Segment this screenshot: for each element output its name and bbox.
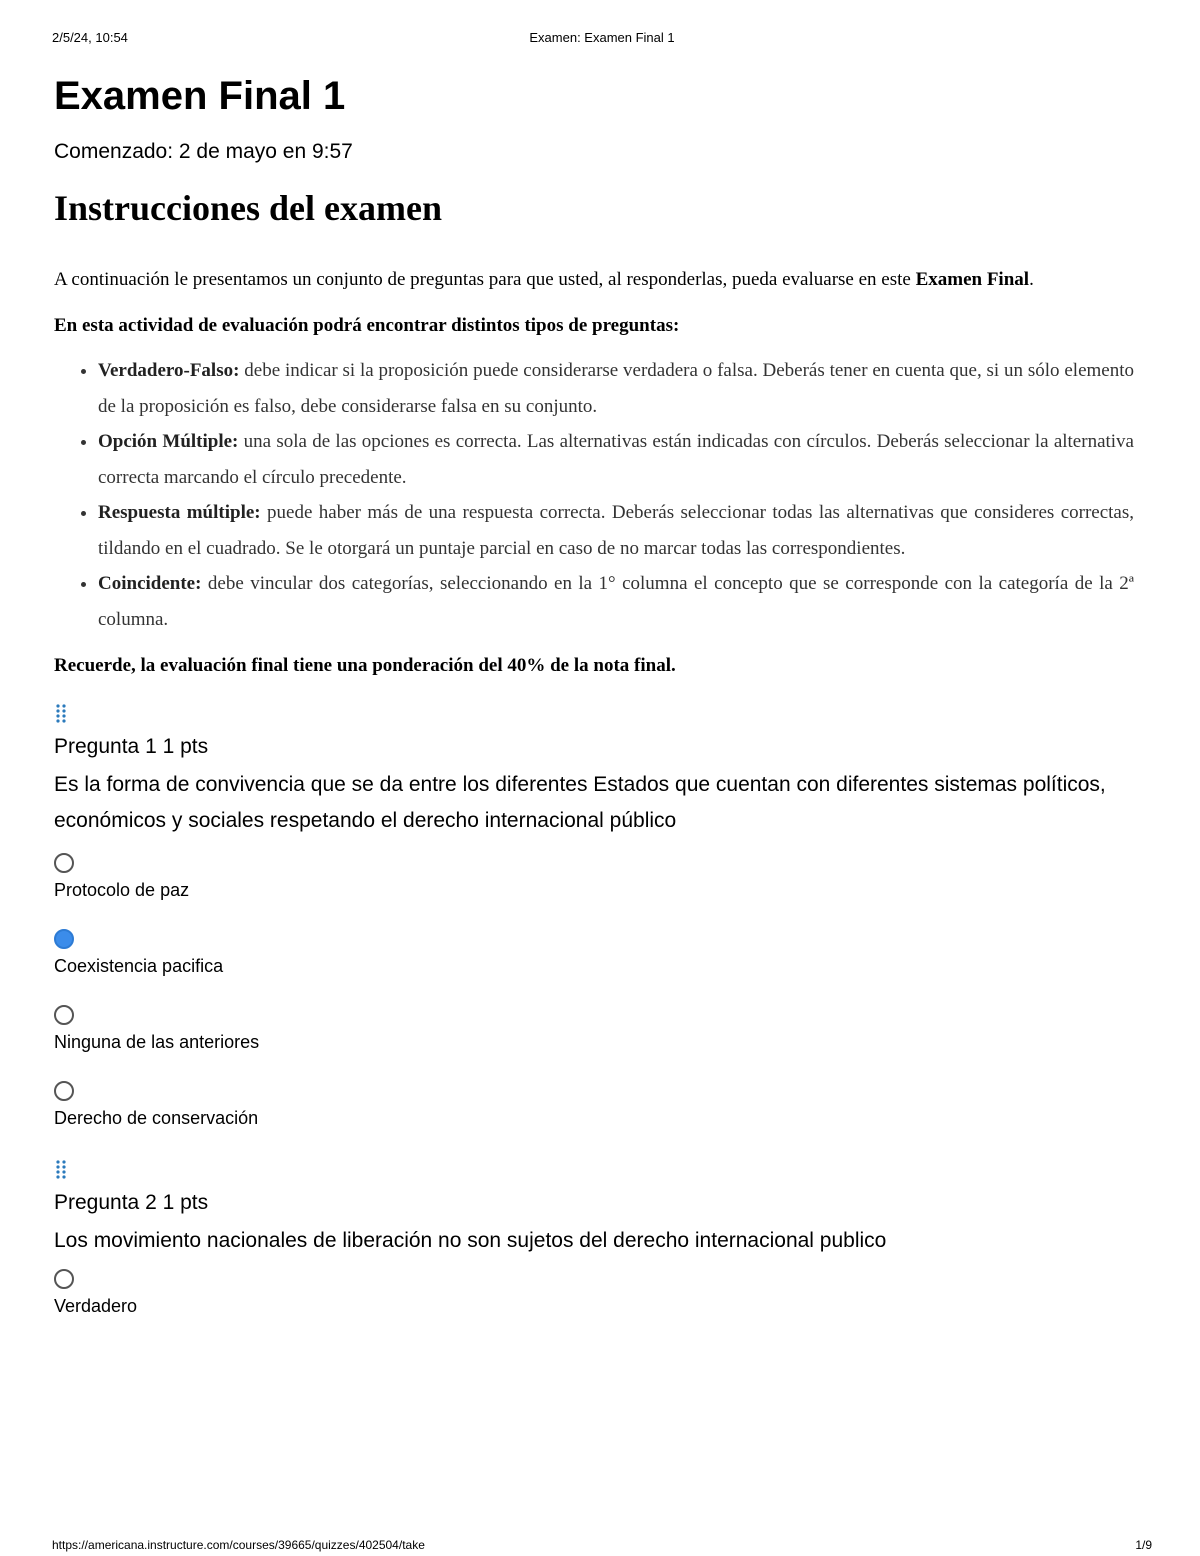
question-types-list bbox=[54, 353, 1134, 637]
question-2 bbox=[54, 1159, 1134, 1319]
answer-label: Verdadero bbox=[54, 1296, 138, 1316]
instructions-heading: Instrucciones del examen bbox=[54, 188, 442, 228]
answer-option[interactable] bbox=[54, 929, 1134, 979]
question-type-name: Respuesta múltiple: bbox=[98, 502, 261, 523]
instructions-intro bbox=[54, 262, 1084, 297]
answer-label: Ninguna de las anteriores bbox=[54, 1032, 260, 1052]
question-header: Pregunta 2 1 pts bbox=[54, 1191, 209, 1214]
drag-handle-icon[interactable] bbox=[54, 703, 68, 725]
question-type-item bbox=[98, 495, 1134, 566]
question-type-name: Verdadero-Falso: bbox=[98, 360, 240, 381]
main-content bbox=[54, 70, 1134, 1319]
question-text: Los movimiento nacionales de liberación no son sujetos del derecho internacional publico bbox=[54, 1229, 887, 1252]
question-type-item bbox=[98, 424, 1134, 495]
radio-button[interactable] bbox=[54, 1081, 74, 1101]
answer-option[interactable] bbox=[54, 1005, 1134, 1055]
question-text: Es la forma de convivencia que se da entre los diferentes Estados que cuentan con diferentes sistemas políticos, económicos y sociales respetando el derecho internacional público bbox=[54, 773, 1106, 832]
answer-option[interactable] bbox=[54, 1269, 1134, 1319]
question-type-item bbox=[98, 353, 1134, 424]
question-header: Pregunta 1 1 pts bbox=[54, 735, 209, 758]
radio-button[interactable] bbox=[54, 1005, 74, 1025]
drag-handle-icon[interactable] bbox=[54, 1159, 68, 1181]
question-type-name: Coincidente: bbox=[98, 573, 202, 594]
exam-title: Examen Final 1 bbox=[54, 74, 346, 118]
weighting-reminder: Recuerde, la evaluación final tiene una ponderación del 40% de la nota final. bbox=[54, 655, 676, 676]
answer-option[interactable] bbox=[54, 1081, 1134, 1131]
answer-label: Coexistencia pacifica bbox=[54, 956, 224, 976]
question-types-lead: En esta actividad de evaluación podrá encontrar distintos tipos de preguntas: bbox=[54, 315, 680, 336]
question-type-desc: debe vincular dos categorías, seleccionando en la 1° columna el concepto que se corresponde con la categoría de la 2ª columna. bbox=[98, 573, 1134, 630]
started-time: Comenzado: 2 de mayo en 9:57 bbox=[54, 140, 353, 163]
question-type-desc: una sola de las opciones es correcta. Las alternativas están indicadas con círculos. Deberás seleccionar la alternativa correcta marcando el círculo precedente. bbox=[98, 431, 1134, 488]
radio-button-selected[interactable] bbox=[54, 929, 74, 949]
intro-bold: Examen Final bbox=[915, 269, 1030, 290]
intro-text: A continuación le presentamos un conjunto de preguntas para que usted, al responderlas, pueda evaluarse en este bbox=[54, 269, 916, 290]
drag-dots-icon bbox=[54, 1159, 68, 1181]
intro-end: . bbox=[1029, 269, 1034, 290]
drag-dots-icon bbox=[54, 703, 68, 725]
page-number: 1/9 bbox=[1135, 1538, 1152, 1552]
print-footer bbox=[52, 1538, 1152, 1556]
answer-label: Protocolo de paz bbox=[54, 880, 190, 900]
print-date: 2/5/24, 10:54 bbox=[52, 30, 128, 45]
answer-label: Derecho de conservación bbox=[54, 1108, 259, 1128]
answer-option[interactable] bbox=[54, 853, 1134, 903]
question-1 bbox=[54, 703, 1134, 1131]
page-url: https://americana.instructure.com/courses/39665/quizzes/402504/take bbox=[52, 1538, 425, 1552]
question-type-desc: puede haber más de una respuesta correcta. Deberás seleccionar todas las alternativas que consideres correctas, tildando en el cuadrado. Se le otorgará un puntaje parcial en caso de no marcar todas las correspondientes. bbox=[98, 502, 1134, 559]
print-header bbox=[52, 30, 1152, 50]
question-type-name: Opción Múltiple: bbox=[98, 431, 239, 452]
question-type-desc: debe indicar si la proposición puede considerarse verdadera o falsa. Deberás tener en cuenta que, si un sólo elemento de la proposición es falso, debe considerarse falsa en su conjunto. bbox=[98, 360, 1134, 417]
radio-button[interactable] bbox=[54, 1269, 74, 1289]
print-page-title: Examen: Examen Final 1 bbox=[529, 30, 675, 45]
question-type-item bbox=[98, 566, 1134, 637]
radio-button[interactable] bbox=[54, 853, 74, 873]
